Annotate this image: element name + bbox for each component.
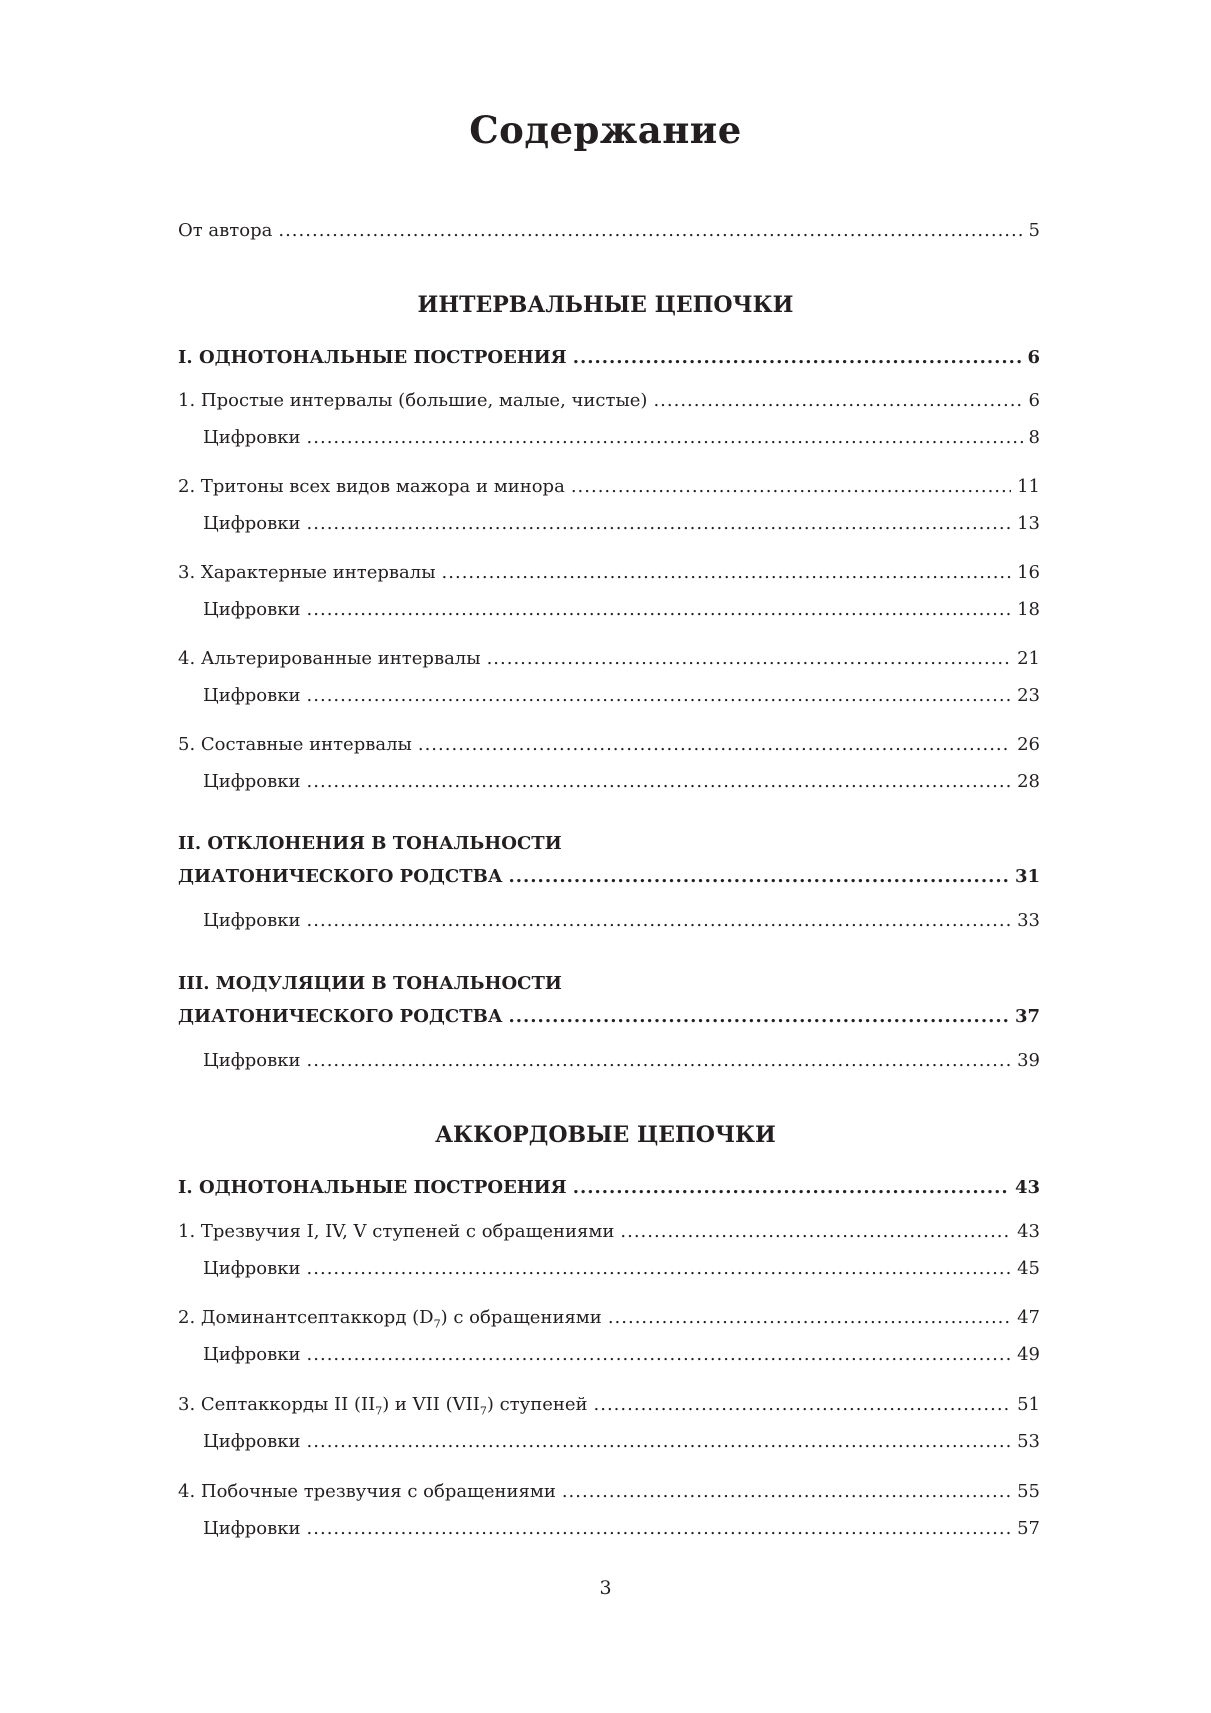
toc-entry-page: 31	[1014, 866, 1040, 887]
toc-subentry[interactable]	[203, 685, 1040, 707]
toc-entry-part[interactable]	[178, 1006, 1040, 1028]
toc-entry-label: ДИАТОНИЧЕСКОГО РОДСТВА	[178, 1006, 503, 1027]
dot-leader	[620, 1221, 1011, 1243]
dot-leader	[608, 1307, 1011, 1329]
toc-entry-page: 18	[1017, 599, 1040, 620]
toc-entry-part-line1: III. МОДУЛЯЦИИ В ТОНАЛЬНОСТИ	[178, 973, 562, 994]
toc-subentry[interactable]	[203, 910, 1040, 932]
section-heading-chords: АККОРДОВЫЕ ЦЕПОЧКИ	[435, 1122, 776, 1148]
toc-entry-label: Цифровки	[203, 599, 301, 620]
dot-leader	[307, 1050, 1012, 1072]
toc-entry-page: 55	[1017, 1481, 1040, 1502]
toc-entry-page: 28	[1017, 771, 1040, 792]
dot-leader	[573, 347, 1022, 369]
toc-entry-page: 23	[1017, 685, 1040, 706]
toc-entry[interactable]	[178, 648, 1040, 670]
toc-entry[interactable]	[178, 1307, 1040, 1336]
toc-entry-label: 5. Составные интервалы	[178, 734, 412, 755]
dot-leader	[307, 685, 1012, 707]
toc-entry[interactable]	[178, 476, 1040, 498]
dot-leader	[442, 562, 1012, 584]
toc-entry-page: 57	[1017, 1518, 1040, 1539]
toc-entry[interactable]	[178, 562, 1040, 584]
toc-entry-part[interactable]	[178, 866, 1040, 888]
toc-subentry[interactable]	[203, 1431, 1040, 1453]
toc-entry-page: 51	[1017, 1394, 1040, 1415]
toc-subentry[interactable]	[203, 1344, 1040, 1366]
dot-leader	[562, 1481, 1011, 1503]
toc-entry-label: 4. Побочные трезвучия с обращениями	[178, 1481, 556, 1502]
toc-entry[interactable]	[178, 1481, 1040, 1503]
toc-entry-label: Цифровки	[203, 1050, 301, 1071]
toc-entry-label: Цифровки	[203, 1258, 301, 1279]
toc-entry-page: 43	[1014, 1177, 1040, 1198]
toc-subentry[interactable]	[203, 427, 1040, 449]
dot-leader	[307, 1431, 1012, 1453]
toc-entry[interactable]	[178, 1221, 1040, 1243]
toc-entry-label: 1. Простые интервалы (большие, малые, чистые)	[178, 390, 648, 411]
section-heading-intervals: ИНТЕРВАЛЬНЫЕ ЦЕПОЧКИ	[417, 292, 794, 318]
toc-entry-part[interactable]	[178, 347, 1040, 369]
page-number: 3	[599, 1577, 612, 1599]
toc-entry-part-line1: II. ОТКЛОНЕНИЯ В ТОНАЛЬНОСТИ	[178, 833, 562, 854]
toc-entry-page: 8	[1028, 427, 1040, 448]
toc-subentry[interactable]	[203, 513, 1040, 535]
dot-leader	[594, 1394, 1012, 1416]
toc-entry-page: 26	[1017, 734, 1040, 755]
toc-subentry[interactable]	[203, 771, 1040, 793]
toc-entry-author-note[interactable]	[178, 220, 1040, 242]
dot-leader	[307, 1258, 1012, 1280]
toc-entry-page: 6	[1027, 347, 1040, 368]
toc-entry-label: ДИАТОНИЧЕСКОГО РОДСТВА	[178, 866, 503, 887]
page-title: Содержание	[469, 108, 742, 152]
dot-leader	[307, 771, 1012, 793]
dot-leader	[653, 390, 1022, 412]
dot-leader	[487, 648, 1012, 670]
toc-entry-page: 16	[1017, 562, 1040, 583]
toc-entry-page: 45	[1017, 1258, 1040, 1279]
toc-entry[interactable]	[178, 1394, 1040, 1423]
dot-leader	[508, 1006, 1008, 1028]
dot-leader	[307, 427, 1023, 449]
toc-entry-page: 37	[1014, 1006, 1040, 1027]
toc-entry-label: 3. Септаккорды II $(II_7)$ и VII $(VII_7)$ ступеней	[178, 1394, 588, 1418]
toc-subentry[interactable]	[203, 1518, 1040, 1540]
toc-subentry[interactable]	[203, 1050, 1040, 1072]
toc-entry-page: 21	[1017, 648, 1040, 669]
toc-entry-label: Цифровки	[203, 427, 301, 448]
toc-entry-label: 2. Доминантсептаккорд $(D_7)$ с обращениями	[178, 1307, 602, 1331]
toc-entry[interactable]	[178, 734, 1040, 756]
toc-entry-page: 49	[1017, 1344, 1040, 1365]
toc-entry-page: 6	[1028, 390, 1040, 411]
toc-entry-page: 47	[1017, 1307, 1040, 1328]
dot-leader	[307, 910, 1012, 932]
dot-leader	[418, 734, 1011, 756]
toc-entry-label: 3. Характерные интервалы	[178, 562, 436, 583]
toc-entry-label: 1. Трезвучия I, IV, V ступеней с обращениями	[178, 1221, 615, 1242]
dot-leader	[508, 866, 1008, 888]
dot-leader	[307, 599, 1012, 621]
toc-entry-label: Цифровки	[203, 513, 301, 534]
toc-entry-page: 39	[1017, 1050, 1040, 1071]
toc-entry-label: Цифровки	[203, 771, 301, 792]
dot-leader	[307, 513, 1012, 535]
toc-entry-label: Цифровки	[203, 1518, 301, 1539]
dot-leader	[307, 1344, 1012, 1366]
dot-leader	[307, 1518, 1012, 1540]
toc-entry-page: 13	[1017, 513, 1040, 534]
toc-entry-part[interactable]	[178, 1177, 1040, 1199]
toc-entry-label: Цифровки	[203, 1431, 301, 1452]
toc-entry-page: 43	[1017, 1221, 1040, 1242]
toc-entry-page: 53	[1017, 1431, 1040, 1452]
toc-subentry[interactable]	[203, 599, 1040, 621]
toc-entry-label: I. ОДНОТОНАЛЬНЫЕ ПОСТРОЕНИЯ	[178, 1177, 567, 1198]
toc-entry-label: От автора	[178, 220, 273, 241]
dot-leader	[571, 476, 1011, 498]
toc-entry-label: Цифровки	[203, 1344, 301, 1365]
toc-entry-page: 11	[1017, 476, 1040, 497]
toc-entry-label: Цифровки	[203, 910, 301, 931]
toc-entry-page: 33	[1017, 910, 1040, 931]
toc-entry-label: Цифровки	[203, 685, 301, 706]
dot-leader	[573, 1177, 1009, 1199]
toc-subentry[interactable]	[203, 1258, 1040, 1280]
toc-entry-label: 2. Тритоны всех видов мажора и минора	[178, 476, 565, 497]
dot-leader	[278, 220, 1022, 242]
toc-entry[interactable]	[178, 390, 1040, 412]
toc-entry-page: 5	[1028, 220, 1040, 241]
toc-entry-label: 4. Альтерированные интервалы	[178, 648, 481, 669]
toc-entry-label: I. ОДНОТОНАЛЬНЫЕ ПОСТРОЕНИЯ	[178, 347, 567, 368]
